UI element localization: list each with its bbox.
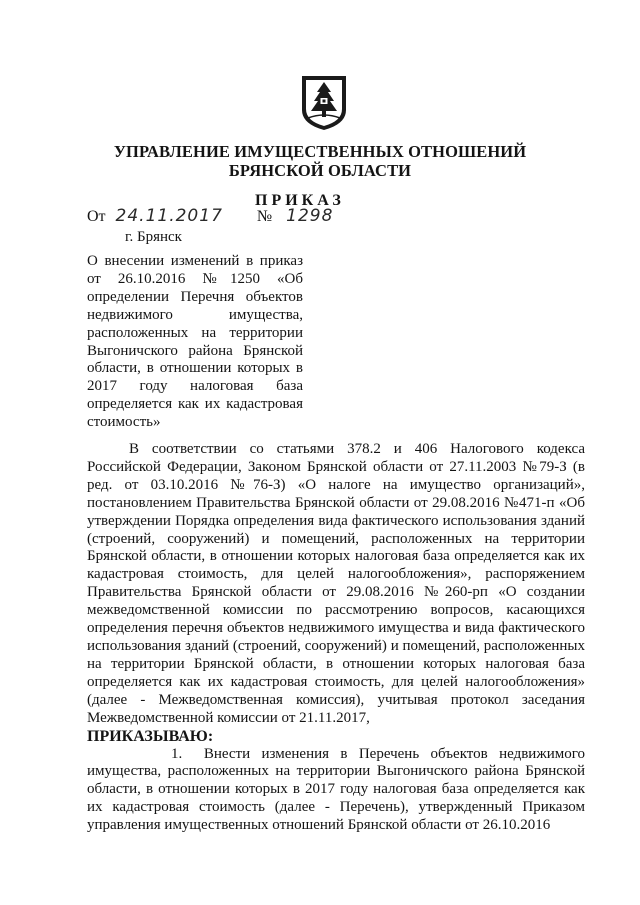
number-label: № [256, 208, 273, 225]
order-subject: О внесении изменений в приказ от 26.10.2016 №1250 «Об определении Перечня объектов недвижимого имущества, расположенных на территории Выгоничского района Брянской области, в отношении которых в 2017 году налоговая база определяется как их кадастровая стоимость» [87, 253, 303, 431]
preamble-paragraph: В соответствии со статьями 378.2 и 406 Налогового кодекса Российской Федерации, Законом Брянской области от 27.11.2003 №79-З (в ред. от 03.10.2016 №76-З) «О налоге на имущество организаций», постановлением Правительства Брянской области от 29.08.2016 №471-п «Об утверждении Порядка определения вида фактического использования зданий (строений, сооружений) и помещений, расположенных на территории Брянской области, в отношении которых налоговая база определяется как их кадастровая стоимость, для целей налогообложения», распоряжением Правительства Брянской области от 29.08.2016 №260-рп «О создании межведомственной комиссии по рассмотрению вопросов, касающихся определения перечня объектов недвижимого имущества и вида фактического использования зданий (строений, сооружений) и помещений, расположенных на территории Брянской области, в отношении которых налоговая база определяется как их кадастровая стоимость, для целей налогообложения» (далее - Межведомственная комиссия), учитывая протокол заседания Межведомственной комиссии от 21.11.2017, [87, 441, 585, 726]
org-name-line1: УПРАВЛЕНИЕ ИМУЩЕСТВЕННЫХ ОТНОШЕНИЙ [113, 142, 527, 161]
item-1-number: 1. [171, 745, 183, 762]
order-word: ПРИКАЗЫВАЮ: [87, 727, 214, 745]
item-1-text: Внести изменения в Перечень объектов недвижимого имущества, расположенных на территории Выгоничского района Брянской области, в отношении которых в 2017 году налоговая база определяется как их кадастровая стоимость (далее - Перечень), утвержденный Приказом управления имущественных отношений Брянской области от 26.10.2016 [87, 745, 586, 834]
document-title: ПРИКАЗ [255, 192, 345, 209]
coat-of-arms-emblem [300, 74, 348, 132]
date-number-line [87, 206, 333, 227]
item-1-paragraph [87, 746, 585, 836]
date-label: От [87, 208, 106, 225]
city: г. Брянск [125, 229, 182, 245]
org-name-line2: БРЯНСКОЙ ОБЛАСТИ [228, 161, 412, 180]
handwritten-date: 24.11.2017 [115, 206, 223, 226]
handwritten-number: 1298 [286, 206, 334, 226]
order-body [87, 441, 585, 835]
